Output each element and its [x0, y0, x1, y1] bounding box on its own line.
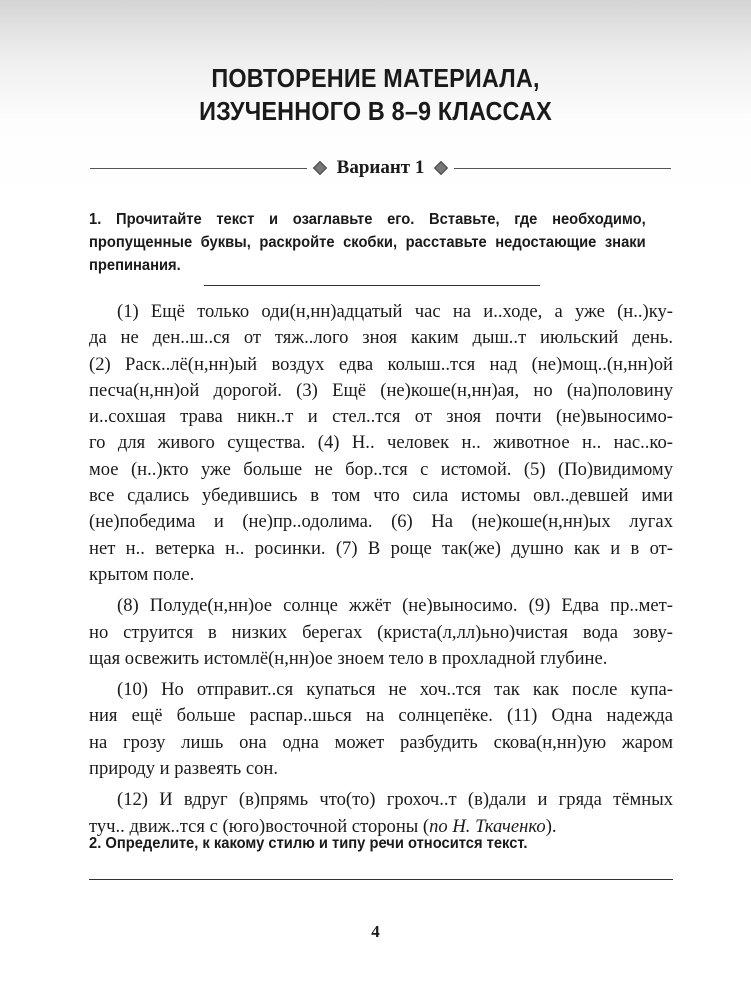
diamond-ornament-icon: [313, 161, 327, 175]
page-title-line-1: ПОВТОРЕНИЕ МАТЕРИАЛА,: [211, 63, 540, 93]
task-1-instruction: [89, 208, 675, 277]
text-line: крытом поле.: [89, 563, 195, 585]
text-line: и..сохшая трава никн..т и стел..тся от зноя почти (не)выносимо-: [89, 406, 673, 428]
task-2-instruction: [89, 832, 675, 855]
task-1-text: 1. Прочитайте текст и озаглавьте его. Вставьте, где необходимо, пропущенные буквы, раскройте скобки, расставьте недостающие знаки препинания.: [89, 211, 646, 274]
source-attribution: по Н. Ткаченко: [429, 815, 546, 837]
text-line: нет н.. ветерка н.. росинки. (7) В роще так(же) душно как и в от-: [89, 537, 673, 559]
text-line: мое (н..)кто уже больше не бор..тся с истомой. (5) (По)видимому: [89, 458, 673, 480]
text-line: (8) Полуде(н,нн)ое солнце жжёт (не)выносимо. (9) Едва пр..мет-: [117, 595, 673, 617]
variant-rule-left: [90, 168, 307, 169]
title-answer-line[interactable]: [204, 285, 540, 286]
text-line: туч.. движ..тся с (юго)восточной стороны (по Н. Ткаченко).: [89, 815, 557, 837]
text-line: (не)победима и (не)пр..одолима. (6) На (не)коше(н,нн)ых лугах: [89, 511, 673, 533]
text-line: го для живого существа. (4) Н.. человек н.. животное н.. нас..ко-: [89, 432, 673, 454]
exercise-text: [89, 299, 673, 840]
page-title: [38, 62, 714, 128]
text-line: да не ден..ш..ся от тяж..лого зноя каким дыш..т июльский день.: [89, 327, 673, 349]
answer-line[interactable]: [89, 879, 673, 880]
text-line: (2) Раск..лё(н,нн)ый воздух едва колыш..тся над (не)мощ..(н,нн)ой: [89, 353, 673, 375]
variant-rule-right: [454, 168, 671, 169]
text-line: (1) Ещё только оди(н,нн)адцатый час на и..ходе, а уже (н..)ку-: [117, 301, 673, 322]
page-number: 4: [371, 922, 380, 941]
diamond-ornament-icon: [434, 161, 448, 175]
text-line: но струится в низких берегах (криста(л,лл)ьно)чистая вода зову-: [89, 621, 673, 643]
text-line: природу и развеять сон.: [89, 758, 279, 780]
text-line: щая освежить истомлё(н,нн)ое зноем тело в прохладной глубине.: [89, 647, 608, 669]
variant-header: [90, 153, 671, 183]
task-2-text: 2. Определите, к какому стилю и типу речи относится текст.: [89, 835, 528, 852]
page-title-line-2: ИЗУЧЕННОГО В 8–9 КЛАССАХ: [199, 96, 552, 126]
text-line: (12) И вдруг (в)прямь что(то) грохоч..т (в)дали и гряда тёмных: [117, 789, 673, 811]
text-line: (10) Но отправит..ся купаться не хоч..тся так как после купа-: [117, 679, 673, 701]
text-line: ния ещё больше распар..шься на солнцепёке. (11) Одна надежда: [89, 705, 673, 727]
text-line: все сдались убедившись в том что сила истомы овл..девшей ими: [89, 485, 673, 507]
variant-label: Вариант 1: [336, 157, 425, 178]
text-line: песча(н,нн)ой дорогой. (3) Ещё (не)коше(н,нн)ая, но (на)половину: [89, 379, 673, 401]
text-line: на грозу лишь она одна может разбудить скова(н,нн)ую жаром: [89, 731, 673, 753]
